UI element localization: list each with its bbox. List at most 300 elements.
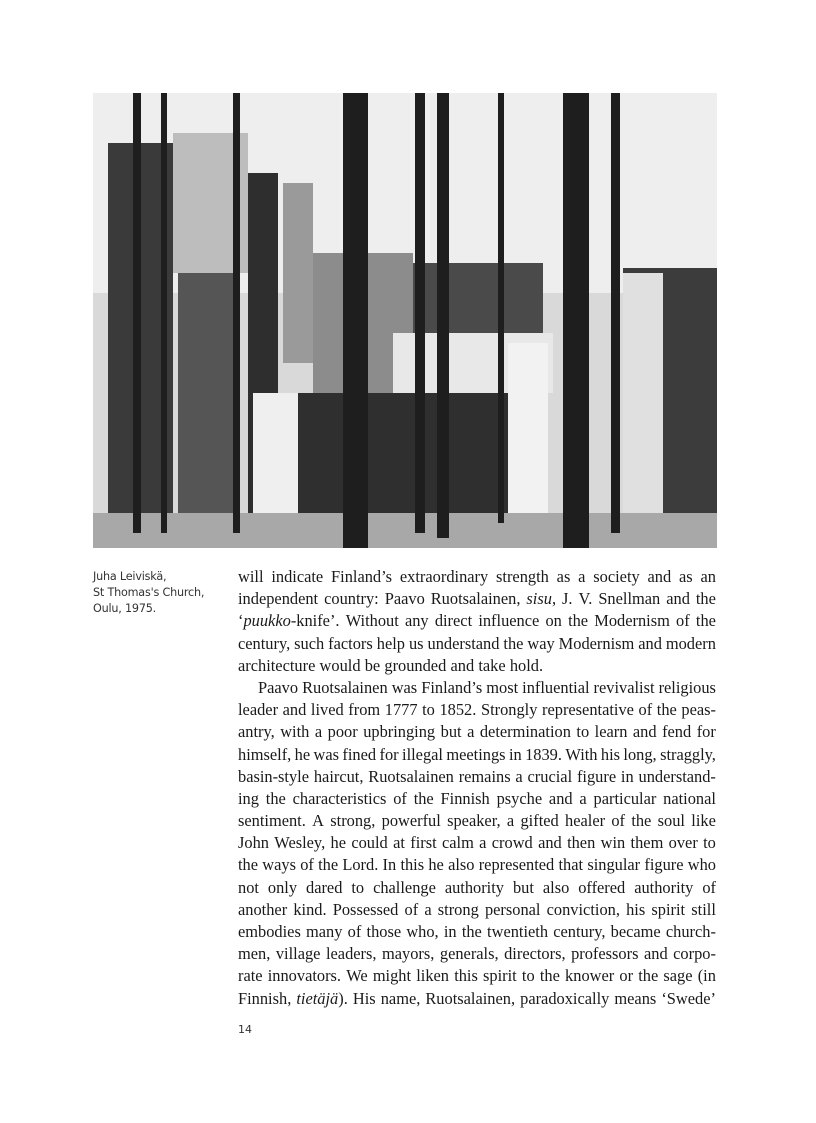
word-group	[238, 721, 275, 743]
word-group	[400, 566, 488, 588]
word-group	[644, 854, 683, 876]
word: a	[424, 899, 432, 919]
church-photograph	[93, 93, 717, 548]
text-line	[238, 699, 716, 721]
word: Without	[345, 611, 399, 631]
word-group	[271, 566, 323, 588]
word-group	[330, 810, 375, 832]
word: and	[666, 589, 690, 609]
word: Snellman	[598, 589, 661, 609]
word-group	[515, 766, 522, 788]
word: a	[314, 722, 323, 742]
word: or	[619, 966, 634, 986]
word-group	[266, 788, 286, 810]
text-line	[238, 677, 716, 699]
word-group	[528, 766, 573, 788]
word: his	[626, 899, 646, 919]
word: the	[656, 700, 677, 720]
word-group	[346, 965, 367, 987]
word-group	[621, 766, 634, 788]
word: for	[696, 722, 716, 742]
word-group	[601, 832, 626, 854]
word-group	[448, 854, 474, 876]
word-group	[651, 899, 685, 921]
word: directors,	[504, 944, 566, 964]
word: was	[391, 677, 418, 697]
word: became	[610, 922, 661, 941]
word: remains	[458, 766, 511, 786]
word: spirit	[651, 899, 686, 919]
word-group	[638, 965, 658, 987]
word-group	[421, 677, 482, 699]
word-group	[326, 943, 377, 965]
word-group	[496, 566, 549, 588]
word-group	[492, 832, 533, 854]
word-group	[268, 965, 341, 987]
word-group	[295, 744, 310, 766]
word: of	[702, 877, 716, 897]
word: but	[512, 877, 534, 897]
word-group	[480, 721, 571, 743]
word: Finnish	[440, 788, 490, 808]
word-group	[697, 721, 716, 743]
word: that	[558, 855, 584, 875]
word: to	[351, 877, 365, 897]
word-group	[368, 766, 454, 788]
word: figure	[576, 766, 617, 786]
word-group	[238, 744, 291, 766]
word: first	[410, 833, 437, 853]
word: 1839.	[525, 744, 562, 764]
word: in	[620, 766, 634, 786]
word-group	[346, 610, 399, 632]
word-group	[459, 766, 511, 788]
word-group	[562, 588, 572, 610]
word-group	[567, 832, 595, 854]
word: liken	[416, 966, 450, 986]
word: who,	[406, 922, 439, 941]
word: a	[578, 567, 586, 586]
word-group	[238, 788, 259, 810]
word-group	[571, 943, 638, 965]
word-group	[258, 677, 298, 699]
word: ,	[551, 589, 557, 609]
word: peas-	[681, 700, 716, 720]
caption-line: Juha Leiviskä,	[93, 570, 167, 583]
word-group	[238, 899, 287, 921]
word: In	[382, 855, 397, 875]
word-group	[446, 744, 505, 766]
word: to	[521, 966, 535, 986]
word-group	[557, 566, 571, 588]
word: ‘	[238, 611, 244, 631]
word: this	[454, 966, 478, 986]
word-group	[623, 744, 656, 766]
word: and	[643, 944, 668, 964]
word-group	[611, 921, 661, 943]
word: gifted	[520, 811, 559, 831]
word-group	[320, 655, 361, 677]
word-group	[318, 854, 338, 876]
word-group	[454, 965, 478, 987]
word: revivalist	[593, 677, 655, 697]
word: direct	[434, 611, 473, 631]
word-group	[587, 854, 640, 876]
word-group	[280, 721, 309, 743]
word-group	[578, 877, 625, 899]
text-line	[238, 721, 716, 743]
word-group	[483, 965, 517, 987]
word: A	[312, 811, 324, 831]
word-group	[688, 854, 716, 876]
word-group	[486, 677, 518, 699]
word: meetings	[446, 744, 506, 764]
word-group	[662, 721, 691, 743]
word-group	[447, 810, 501, 832]
word: crucial	[527, 766, 573, 786]
word: to	[703, 833, 716, 853]
word: understand	[427, 633, 500, 653]
word: church-	[665, 922, 716, 941]
word: of	[393, 788, 407, 808]
word-group	[406, 921, 438, 943]
word: representative	[542, 700, 634, 720]
text-line	[238, 810, 716, 832]
word-group	[268, 877, 297, 899]
word: Paavo	[384, 589, 425, 609]
word-group	[238, 832, 269, 854]
word: mayors,	[382, 944, 435, 964]
word: the	[539, 966, 560, 986]
word: rate	[238, 966, 263, 986]
caption-line: St Thomas's Church,	[93, 586, 205, 599]
word-group	[238, 965, 263, 987]
word-group	[238, 588, 318, 610]
word-group	[619, 965, 633, 987]
word-group	[300, 854, 314, 876]
word: hold.	[509, 655, 544, 675]
word: ways	[262, 855, 296, 875]
text-line	[238, 655, 716, 677]
word: also	[448, 855, 475, 875]
word: influential	[522, 677, 590, 697]
word: illegal	[402, 744, 443, 764]
word-group	[294, 633, 324, 655]
word: who	[687, 855, 716, 875]
word: any	[404, 611, 429, 631]
text-line	[238, 899, 716, 921]
word-group	[578, 566, 585, 588]
word: factors	[328, 633, 373, 653]
word-group	[238, 988, 291, 1010]
word-group	[409, 633, 424, 655]
word: antry,	[238, 722, 275, 742]
word-group	[520, 810, 558, 832]
word: of	[676, 611, 690, 631]
word: of	[611, 811, 626, 831]
word-group	[481, 699, 537, 721]
word: learn	[594, 722, 628, 742]
word: village	[275, 944, 321, 964]
word: independent	[238, 589, 319, 609]
word-group	[367, 921, 402, 943]
caption-line: Oulu, 1975.	[93, 602, 157, 615]
word: those	[366, 922, 402, 941]
word-group	[487, 921, 548, 943]
word: J.	[562, 589, 573, 609]
word: corpo-	[673, 944, 716, 964]
word-group	[659, 677, 716, 699]
word-group	[644, 943, 668, 965]
word: determination	[479, 722, 571, 742]
word-group	[238, 854, 258, 876]
word: of	[404, 899, 419, 919]
word-group	[428, 633, 500, 655]
word: haircut,	[313, 766, 364, 786]
word-group	[373, 877, 436, 899]
word-group	[422, 699, 435, 721]
word-group	[513, 877, 534, 899]
word: calm	[441, 833, 474, 853]
word: means	[614, 988, 657, 1008]
word: healer	[565, 811, 606, 831]
word-group	[424, 899, 431, 921]
word: knower	[565, 966, 615, 986]
word-group	[440, 943, 499, 965]
word: Ruotsalainen	[302, 677, 388, 697]
word-group	[428, 854, 443, 876]
word-group	[425, 988, 515, 1010]
word-group	[577, 766, 616, 788]
word-group	[238, 810, 306, 832]
word: poor	[327, 722, 358, 742]
word-group	[445, 877, 504, 899]
word: and	[647, 567, 672, 586]
italic-word: sisu	[526, 589, 552, 609]
word-group	[478, 655, 505, 677]
word: he	[330, 833, 346, 853]
word: and	[282, 700, 307, 720]
word: many	[306, 922, 343, 941]
word: (in	[697, 966, 716, 986]
word-group	[648, 566, 672, 588]
word-group	[296, 988, 347, 1010]
word: his	[600, 744, 621, 764]
word: extraordinary	[399, 567, 489, 586]
word-group	[238, 943, 270, 965]
word-group	[631, 810, 651, 832]
word-group	[380, 744, 399, 766]
word-group	[509, 744, 522, 766]
word-group	[611, 810, 625, 832]
word: Ruotsalainen,	[430, 589, 521, 609]
word: leader	[238, 700, 279, 720]
word: the	[318, 855, 339, 875]
word-group	[545, 610, 561, 632]
word-group	[238, 633, 290, 655]
word-group	[547, 899, 620, 921]
word: fined	[342, 744, 377, 764]
word: ing	[238, 788, 259, 808]
word-group	[598, 588, 660, 610]
word: His	[352, 988, 376, 1008]
word: strong,	[330, 811, 376, 831]
word-group	[311, 699, 344, 721]
word-group	[510, 655, 543, 677]
word-group	[543, 877, 569, 899]
word-group	[293, 899, 326, 921]
word-group	[691, 810, 716, 832]
word: as	[679, 567, 693, 586]
word-group	[441, 721, 462, 743]
word-group	[353, 988, 376, 1010]
word-group	[238, 699, 278, 721]
word: in	[508, 744, 522, 764]
word: on	[545, 611, 562, 631]
word-group	[382, 943, 434, 965]
word-group	[663, 965, 692, 987]
word-group	[314, 766, 364, 788]
word: such	[294, 633, 325, 653]
word-group	[274, 832, 325, 854]
word-group	[559, 854, 584, 876]
word: Possessed	[332, 899, 399, 919]
word: the	[238, 855, 259, 875]
word: professors	[571, 944, 639, 964]
word-group	[538, 832, 562, 854]
word: men,	[238, 944, 271, 964]
word-group	[400, 854, 424, 876]
word: us	[408, 633, 424, 653]
word-group	[302, 677, 388, 699]
word-group	[283, 699, 307, 721]
word: over	[668, 833, 698, 853]
word: represented	[478, 855, 555, 875]
word-group	[431, 588, 521, 610]
word: of	[347, 922, 362, 941]
word-group	[633, 721, 657, 743]
word-group	[594, 677, 655, 699]
text-line	[238, 633, 716, 655]
word-group	[238, 766, 309, 788]
text-line	[238, 610, 716, 632]
word: fend	[662, 722, 692, 742]
word: We	[346, 966, 368, 986]
word-group	[416, 965, 449, 987]
word-group	[385, 699, 418, 721]
word: ‘Swede’	[661, 988, 716, 1008]
word-group	[661, 988, 716, 1010]
word: authority	[634, 877, 694, 897]
word: most	[486, 677, 519, 697]
photo-caption	[93, 569, 223, 617]
word: Finland’s	[331, 567, 393, 586]
word: will	[238, 567, 264, 586]
word-group	[238, 566, 264, 588]
page-number: 14	[238, 1023, 252, 1036]
word-group	[238, 877, 259, 899]
word: the	[568, 611, 589, 631]
word-group	[696, 588, 716, 610]
word: not	[238, 877, 259, 897]
word-group	[331, 566, 392, 588]
text-line	[238, 566, 716, 588]
word: Wesley,	[274, 833, 326, 853]
word: the	[695, 611, 716, 631]
word: name,	[380, 988, 421, 1008]
word: challenge	[373, 877, 436, 897]
word: was	[313, 744, 340, 764]
word: the	[413, 788, 434, 808]
word: indicate	[271, 567, 324, 586]
word: grounded	[384, 655, 447, 675]
word: generals,	[439, 944, 499, 964]
word-group	[526, 588, 556, 610]
word-group	[522, 677, 589, 699]
word: With	[565, 744, 598, 764]
word-group	[351, 877, 364, 899]
word: V.	[578, 589, 593, 609]
word-group	[381, 988, 421, 1010]
word-group	[485, 899, 541, 921]
word: but	[440, 722, 462, 742]
word: he	[294, 744, 311, 764]
word-group	[696, 610, 716, 632]
word-group	[579, 788, 586, 810]
word-group	[691, 899, 716, 921]
word-group	[393, 788, 407, 810]
word-group	[333, 899, 399, 921]
word: could	[351, 833, 388, 853]
word: way	[527, 633, 555, 653]
word: and	[548, 788, 573, 808]
word-group	[568, 610, 588, 632]
word: crowd	[491, 833, 533, 853]
word-group	[238, 921, 301, 943]
word: a	[515, 766, 523, 786]
word: this	[400, 855, 425, 875]
text-line	[238, 588, 716, 610]
word: leaders,	[325, 944, 377, 964]
word: basin-style	[238, 766, 310, 786]
word: be	[364, 655, 381, 675]
word: Strongly	[480, 700, 538, 720]
word: modern	[665, 633, 716, 653]
text-line	[238, 788, 716, 810]
word-group	[681, 699, 716, 721]
word: authority	[444, 877, 504, 897]
word: straggly,	[660, 744, 716, 764]
text-line	[238, 854, 716, 876]
word: and	[450, 655, 475, 675]
word: to	[576, 722, 590, 742]
word: the	[461, 922, 482, 941]
word-group	[663, 788, 716, 810]
word: society	[593, 567, 640, 586]
word: characteristics	[292, 788, 387, 808]
word-group	[540, 965, 560, 987]
text-line	[238, 877, 716, 899]
word-group	[565, 810, 605, 832]
word-group	[673, 943, 716, 965]
word-group	[439, 699, 476, 721]
word-group	[565, 744, 597, 766]
word: of	[638, 700, 653, 720]
word: Modernism	[594, 611, 670, 631]
word-group	[384, 655, 446, 677]
word: and	[538, 833, 562, 853]
word-group	[441, 788, 490, 810]
